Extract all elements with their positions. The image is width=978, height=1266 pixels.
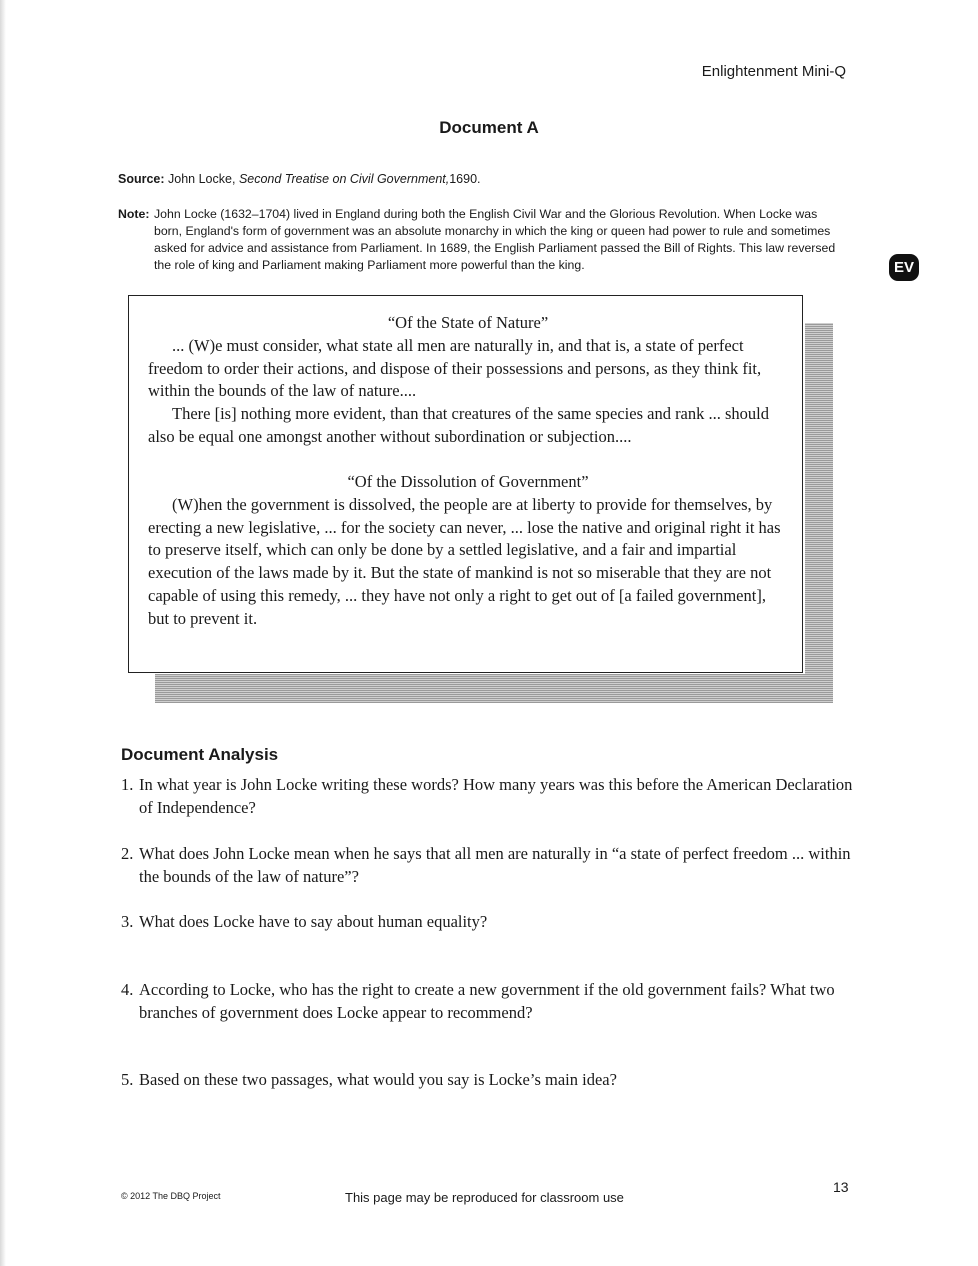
ev-badge: EV [889, 254, 919, 281]
question-2 [121, 842, 861, 888]
question-5 [121, 1068, 861, 1091]
dissolution-heading: “Of the Dissolution of Government” [347, 472, 589, 491]
question-text: What does John Locke mean when he says that all men are naturally in “a state of perfect freedom ... within the bounds of the law of nature”? [139, 844, 851, 886]
source-author: John Locke, [168, 172, 236, 186]
source-work: Second Treatise on Civil Government, [238, 172, 450, 186]
question-number: 3. [121, 912, 134, 931]
reproduce-note: This page may be reproduced for classroom use [345, 1190, 624, 1205]
analysis-title: Document Analysis [121, 745, 279, 764]
question-number: 4. [121, 980, 134, 999]
mini-q-title: Enlightenment Mini-Q [701, 63, 846, 80]
question-number: 1. [121, 775, 134, 794]
question-text: According to Locke, who has the right to create a new government if the old government fails? What two branches of government does Locke appear to recommend? [139, 980, 835, 1022]
source-label: Source: [118, 172, 165, 186]
quote-box-shadow-right [805, 323, 833, 703]
question-number: 5. [121, 1070, 134, 1089]
note-text: John Locke (1632–1704) lived in England during both the English Civil War and the Glorious Revolution. When Locke was born, England's form of government was an absolute monarchy in which the king or queen had power to rule and sometimes asked for advice and assistance from Parliament. In 1689, the English Parliament passed the Bill of Rights. This law reversed the role of king and Parliament making Parliament more powerful than the king. [154, 207, 836, 272]
question-text: What does Locke have to say about human equality? [139, 912, 488, 931]
question-number: 2. [121, 844, 134, 863]
scan-edge [0, 0, 6, 1266]
quote-box-shadow-bottom [155, 674, 833, 703]
note-block [118, 206, 848, 274]
document-title: Document A [439, 118, 539, 137]
source-year: 1690. [449, 172, 481, 186]
question-4 [121, 978, 861, 1024]
note-label: Note: [118, 207, 150, 221]
page-number: 13 [833, 1179, 849, 1195]
source-line [118, 172, 481, 186]
state-of-nature-paragraph-2: There [is] nothing more evident, than that creatures of the same species and rank ... should also be equal one amongst another without subordination or subjection.... [148, 404, 770, 446]
question-1 [121, 773, 861, 819]
state-of-nature-heading: “Of the State of Nature” [387, 313, 549, 332]
state-of-nature-section [148, 312, 788, 449]
quote-box [128, 295, 803, 673]
question-text: In what year is John Locke writing these words? How many years was this before the American Declaration of Independence? [139, 775, 853, 817]
question-3 [121, 910, 861, 933]
dissolution-section [148, 471, 788, 631]
state-of-nature-paragraph-1: ... (W)e must consider, what state all men are naturally in, and that is, a state of perfect freedom to order their actions, and dispose of their possessions and persons, as they think fit, within the bounds of the law of nature.... [148, 335, 762, 401]
dissolution-paragraph: (W)hen the government is dissolved, the people are at liberty to provide for themselves, by erecting a new legislative, ... for the society can never, ... lose the native and original right it has to preserve itself, which can only be done by a settled legislative, and a fair and impartial execution of the laws made by it. But the state of mankind is not so miserable that they are not capable of using this remedy, ... they have not only a right to get out of [a failed government], but to prevent it. [148, 494, 781, 628]
copyright: © 2012 The DBQ Project [121, 1191, 221, 1201]
question-text: Based on these two passages, what would you say is Locke’s main idea? [139, 1070, 617, 1089]
